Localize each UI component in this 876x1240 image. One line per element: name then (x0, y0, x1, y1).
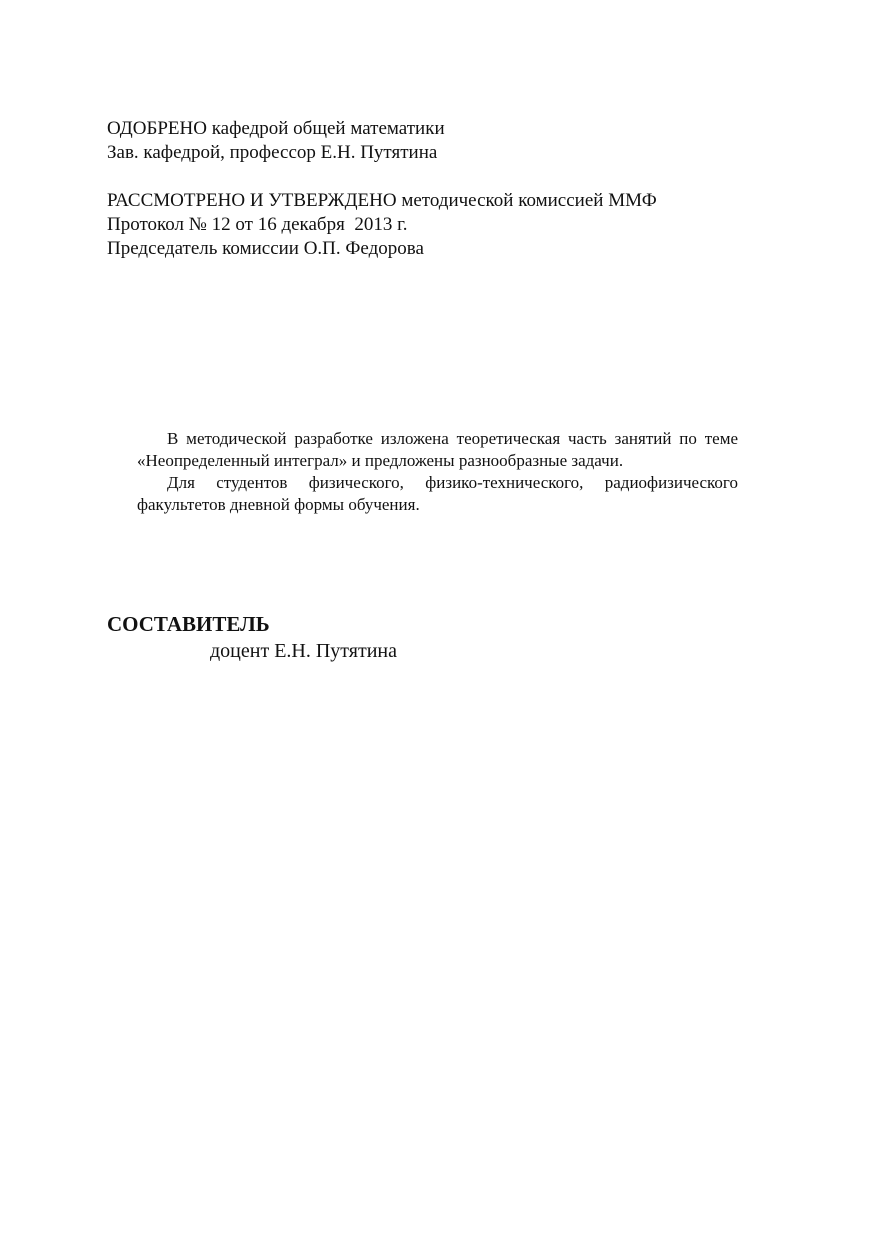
compiler-title: СОСТАВИТЕЛЬ (107, 612, 270, 636)
abstract-paragraph-audience: Для студентов физического, физико-технического, радиофизического факультетов дневной формы обучения. (137, 473, 738, 514)
spacer (107, 165, 807, 189)
approved-line: ОДОБРЕНО кафедрой общей математики (107, 118, 445, 139)
approval-block (107, 117, 807, 261)
abstract-paragraph-description: В методической разработке изложена теоретическая часть занятий по теме «Неопределенный интеграл» и предложены разнообразные задачи. (137, 429, 738, 470)
reviewed-line: РАССМОТРЕНО И УТВЕРЖДЕНО методической комиссией ММФ (107, 190, 657, 211)
abstract (137, 428, 738, 516)
chairman-line: Председатель комиссии О.П. Федорова (107, 238, 424, 259)
department-head-line: Зав. кафедрой, профессор Е.Н. Путятина (107, 142, 438, 163)
protocol-line: Протокол № 12 от 16 декабря 2013 г. (107, 214, 408, 235)
compiler-name: доцент Е.Н. Путятина (210, 640, 398, 662)
